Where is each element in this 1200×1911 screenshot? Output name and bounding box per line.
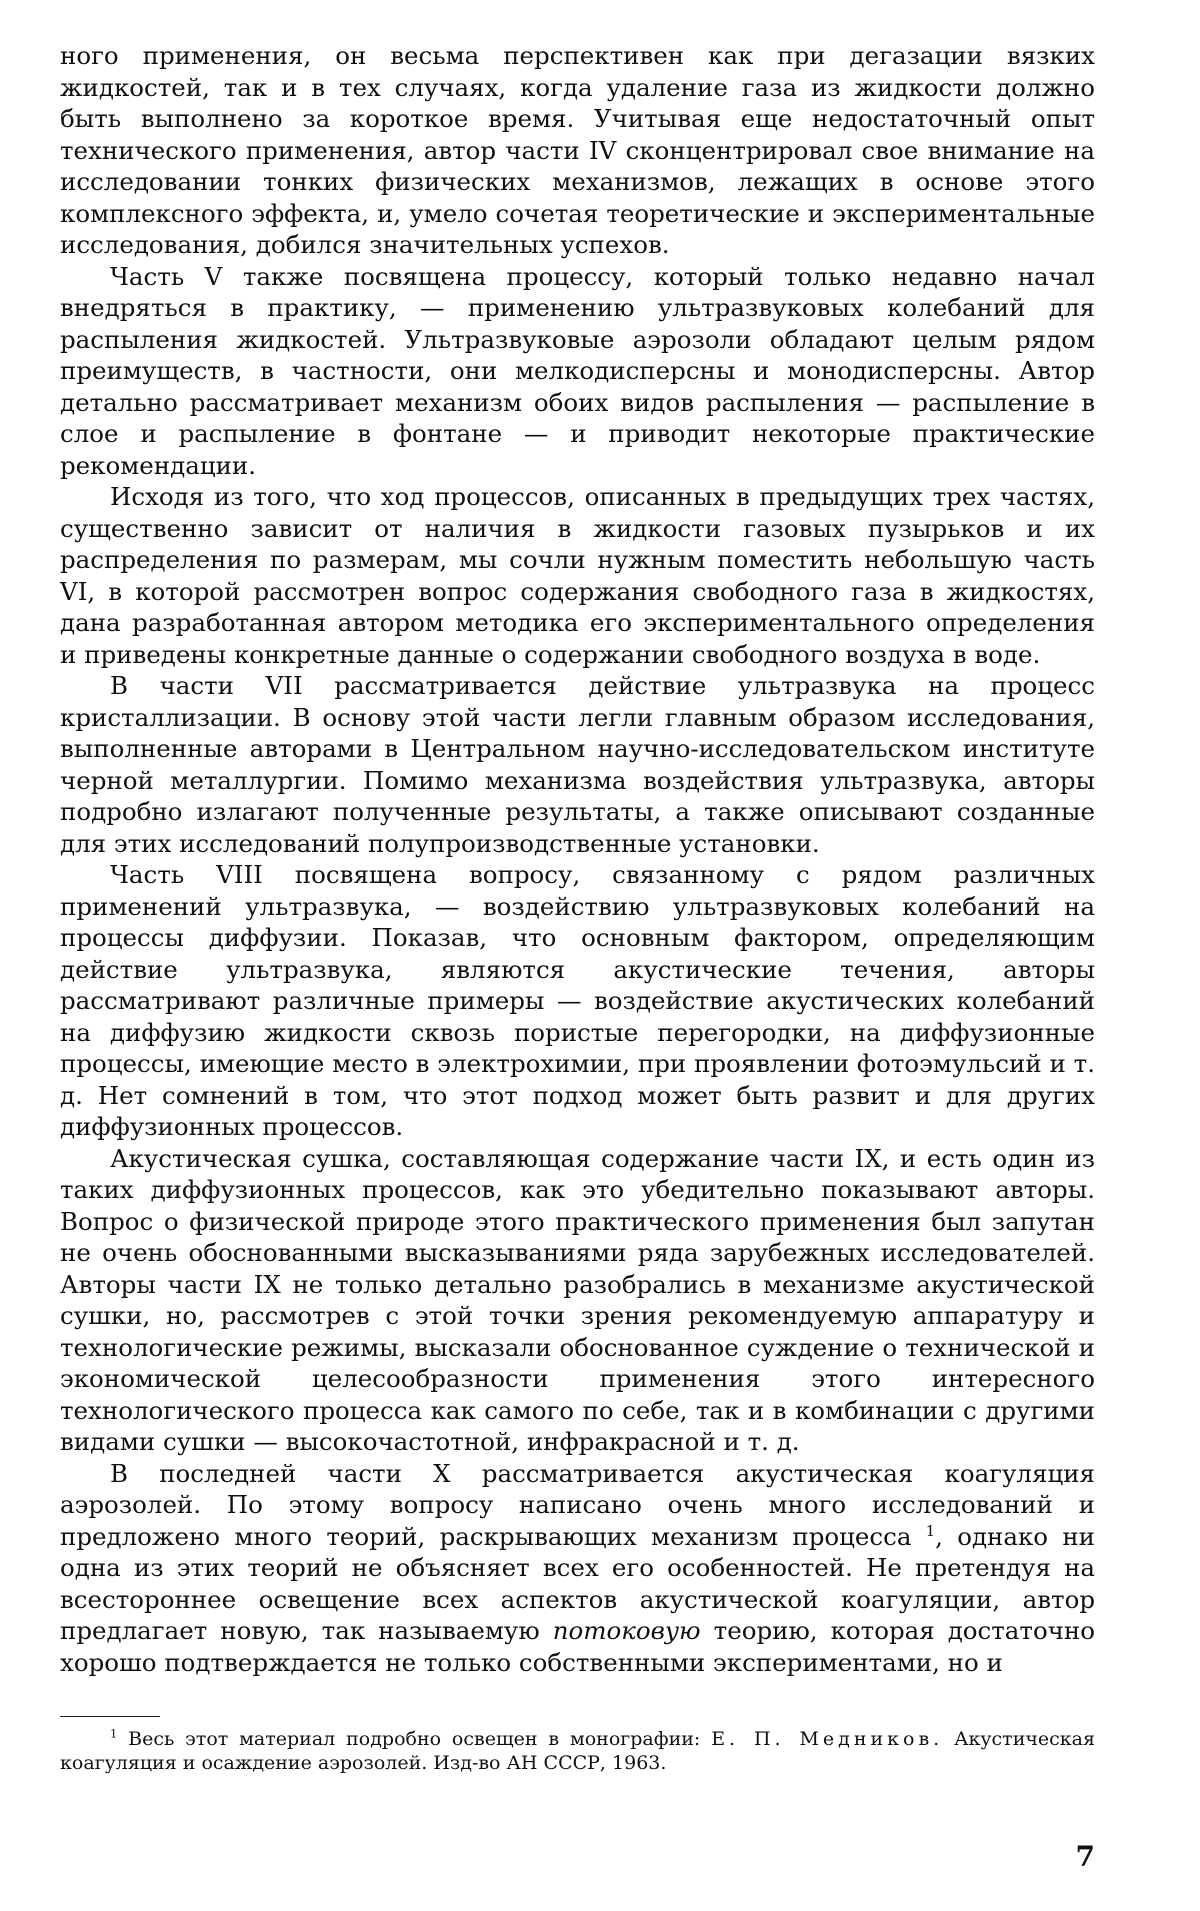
footnote-reference: 1 (925, 1522, 936, 1540)
paragraph-continuation: ного применения, он весьма перспективен как при дегазации вязких жидкостей, так и в тех случаях, когда удаление газа из жидкости должно быть выполнено за короткое время. Учитывая еще недостаточный опыт технического применения, автор части IV сконцентрировал свое внимание на исследовании тонких физических механизмов, лежащих в основе этого комплексного эффекта, и, умело сочетая теоретические и экспериментальные исследования, добился значительных успехов. (60, 41, 1095, 259)
footnote-divider (60, 1716, 160, 1717)
paragraph-part-v: Часть V также посвящена процессу, который только недавно начал внедряться в практику, — применению ультразвуковых колебаний для распыления жидкостей. Ультразвуковые аэрозоли обладают целым рядом преимуществ, в частности, они мелкодисперсны и монодисперсны. Автор детально рассматривает механизм обоих видов распыления — распыление в слое и распыление в фонтане — и приводит некоторые практические рекомендации. (60, 261, 1095, 480)
page-body (60, 40, 1095, 1775)
footnote-text-b: Акустическая коагуляция и осаждение аэрозолей. Изд-во АН СССР, 1963. (60, 1728, 1095, 1774)
page-number: 7 (1075, 1840, 1095, 1873)
paragraph-part-vi: Исходя из того, что ход процессов, описанных в предыдущих трех частях, существенно зависит от наличия в жидкости газовых пузырьков и их распределения по размерам, мы сочли нужным поместить небольшую часть VI, в которой рассмотрен вопрос содержания свободного газа в жидкостях, дана разработанная автором методика его экспериментального определения и приведены конкретные данные о содержании свободного воздуха в воде. (60, 482, 1095, 669)
paragraph-part-x-text-c: теорию, которая достаточно хорошо подтверждается не только собственными экспериментами, но и (60, 1616, 1095, 1677)
footnote (60, 1727, 1095, 1775)
paragraph-part-vii: В части VII рассматривается действие ультразвука на процесс кристаллизации. В основу этой части легли главным образом исследования, выполненные авторами в Центральном научно-исследовательском институте черной металлургии. Помимо механизма воздействия ультразвука, авторы подробно излагают полученные результаты, а также описывают созданные для этих исследований полупроизводственные установки. (60, 671, 1095, 858)
footnote-marker: 1 (110, 1726, 118, 1741)
paragraph-part-x-text-a: В последней части X рассматривается акустическая коагуляция аэрозолей. По этому вопросу написано очень много исследований и предложено много теорий, раскрывающих механизм процесса (60, 1458, 1095, 1551)
paragraph-part-x-text-b: , однако ни одна из этих теорий не объясняет всех его особенностей. Не претендуя на всестороннее освещение всех аспектов акустической коагуляции, автор предлагает новую, так называемую (60, 1521, 1095, 1645)
paragraph-part-ix: Акустическая сушка, составляющая содержание части IX, и есть один из таких диффузионных процессов, как это убедительно показывают авторы. Вопрос о физической природе этого практического применения был запутан не очень обоснованными высказываниями ряда зарубежных исследователей. Авторы части IX не только детально разобрались в механизме акустической сушки, но, рассмотрев с этой точки зрения рекомендуемую аппаратуру и технологические режимы, высказали обоснованное суждение о технической и экономической целесообразности применения этого интересного технологического процесса как самого по себе, так и в комбинации с другими видами сушки — высокочастотной, инфракрасной и т. д. (60, 1143, 1095, 1456)
footnote-text-a: Весь этот материал подробно освещен в монографии: (128, 1728, 701, 1750)
paragraph-part-viii: Часть VIII посвящена вопросу, связанному с рядом различных применений ультразвука, — воздействию ультразвуковых колебаний на процессы диффузии. Показав, что основным фактором, определяющим действие ультразвука, являются акустические течения, авторы рассматривают различные примеры — воздействие акустических колебаний на диффузию жидкости сквозь пористые перегородки, на диффузионные процессы, имеющие место в электрохимии, при проявлении фотоэмульсий и т. д. Нет сомнений в том, что этот подход может быть развит и для других диффузионных процессов. (60, 860, 1095, 1141)
footnote-author: Е. П. Медников. (711, 1728, 944, 1750)
paragraph-part-x (60, 1458, 1095, 1679)
italic-term: потоковую (552, 1616, 701, 1645)
